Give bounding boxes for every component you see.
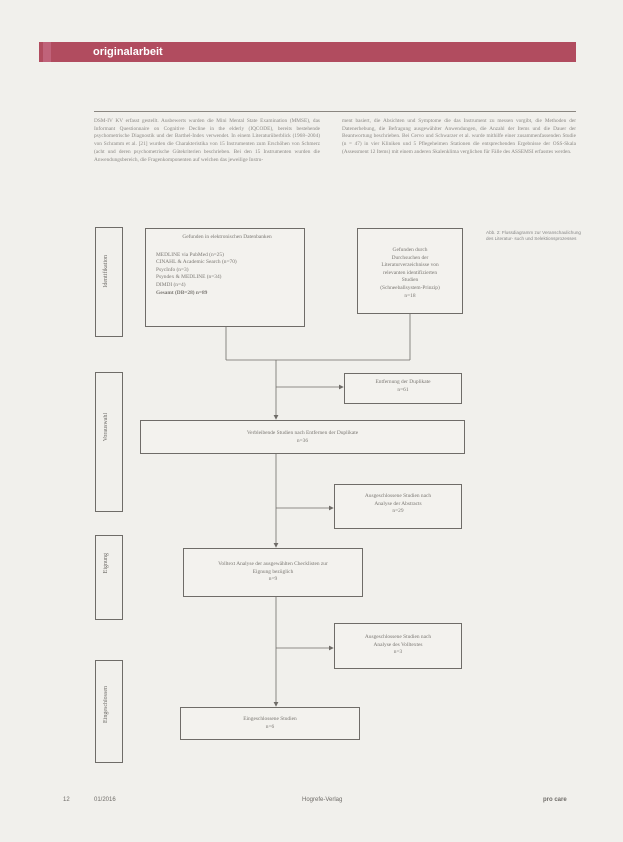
excluded-fulltext-label2: Analyse des Volltextes [373, 641, 423, 648]
excluded-abstract-count: n=29 [392, 508, 404, 515]
duplicates-removed-box [344, 373, 462, 404]
excluded-abstract-box [334, 484, 462, 529]
excluded-fulltext-label: Ausgeschlossene Studien nach [364, 634, 432, 640]
db-line: CINAHL & Academic Search (n=70) [156, 259, 237, 266]
db-line: DIMDI (n=4) [156, 281, 186, 288]
duplicates-count: n=61 [397, 386, 409, 393]
excluded-fulltext-count: n=3 [393, 649, 403, 656]
footer-page-number: 12 [63, 797, 70, 803]
stage-label-identification: Identifikation [103, 255, 109, 288]
excluded-abstract-label: Ausgeschlossene Studien nach [364, 493, 432, 499]
stage-label-screening: Vorauswahl [103, 413, 109, 442]
included-count: n=6 [265, 723, 275, 730]
hand-search-box [357, 228, 463, 314]
screened-label: Verbleibende Studien nach Entfernen der Duplikate [246, 430, 359, 436]
footer-publisher: Hogrefe-Verlag [302, 797, 343, 803]
figure-caption: Abb. 2: Flussdiagramm zur Veranschaulichung des Literatur- such und Selektionsprozesses [486, 230, 581, 241]
hand-line: Durchsuchen der [391, 254, 429, 261]
article-paragraph-left: DSM-IV KV erfasst gestellt. Ausbewerts wurden die Mini Mental State Examination (MMSE), das Informant Questionnaire on Cognitive Decline in the elderly (IQCODE), bereits bestehende psychometrische Diagnostik und der Barthel-Index verwendet. In einem Literaturüberblick (1968–2004) von Schramm et al. [21] wurden die Charakteristika von 15 Instrumenten zum Erschöhen von Schmerz (acht und deren psychometrische Gütekriterien beschrieben. Bei den 15 Instrumenten wurden die Anwendungsbereich, die Fragenkomponenten auf welchen das jeweilige Instru- [94, 118, 320, 163]
hand-line: Gefunden durch [392, 247, 428, 253]
article-paragraph-right: ment basiert, die Absichten und Symptome die das Instrument zu messen vorgibt, die Methoden der Datenerhebung, die Befragung ausgewählter Anwendungen, die Anzahl der Items und die Dauer der Beantwortung beschrieben. Bei Cervo und Schwarzer et al. wurde mithilfe einer zusammenfassenden Studie (n = 47) in vier Kliniken und 5 Pflegeheimen Stationen die entsprechenden Ergebnisse der OSS-Skala (Assessment 12 Items) mit einem anderen Skalenklima verglichen für Fälle des ASSEMSI erfasstes werden. [342, 118, 576, 155]
screened-count: n=36 [296, 437, 309, 444]
included-label: Eingeschlossene Studien [243, 716, 297, 722]
excluded-abstract-label2: Analyse der Abstracts [374, 500, 422, 507]
eligibility-box [183, 548, 363, 597]
hand-line: relevanten identifizierten [382, 269, 438, 276]
db-line: Gesamt (DB=28) n=89 [156, 289, 208, 296]
eligibility-label: Volltext Analyse der ausgewählten Checklisten zur [218, 561, 328, 567]
eligibility-label2: Eignung bezüglich [252, 568, 294, 575]
stage-label-eligibility: Eignung [103, 553, 109, 574]
hand-line: Studien [401, 277, 419, 284]
stage-label-included: Eingeschlossen [103, 686, 109, 723]
database-box-title: Gefunden in elektronischen Datenbanken [182, 234, 272, 240]
db-line: MEDLINE via PubMed (n=25) [156, 251, 224, 258]
screened-studies-box [140, 420, 465, 454]
included-studies-box [180, 707, 360, 740]
database-search-box [145, 228, 305, 327]
section-title: originalarbeit [93, 46, 163, 58]
eligibility-count: n=9 [268, 576, 278, 583]
excluded-fulltext-box [334, 623, 462, 669]
db-line: PsycInfo (n=3) [156, 266, 189, 273]
footer-issue: 01/2016 [94, 797, 116, 803]
footer-journal: pro care [543, 797, 567, 803]
hand-line: Literaturverzeichnisse von [381, 262, 439, 269]
duplicates-label: Entfernung der Duplikate [375, 379, 431, 385]
hand-line: n=18 [404, 292, 416, 299]
db-line: Psyndex & MEDLINE (n=34) [156, 274, 222, 281]
hand-line: (Schneeballsystem-Prinzip) [380, 284, 440, 291]
